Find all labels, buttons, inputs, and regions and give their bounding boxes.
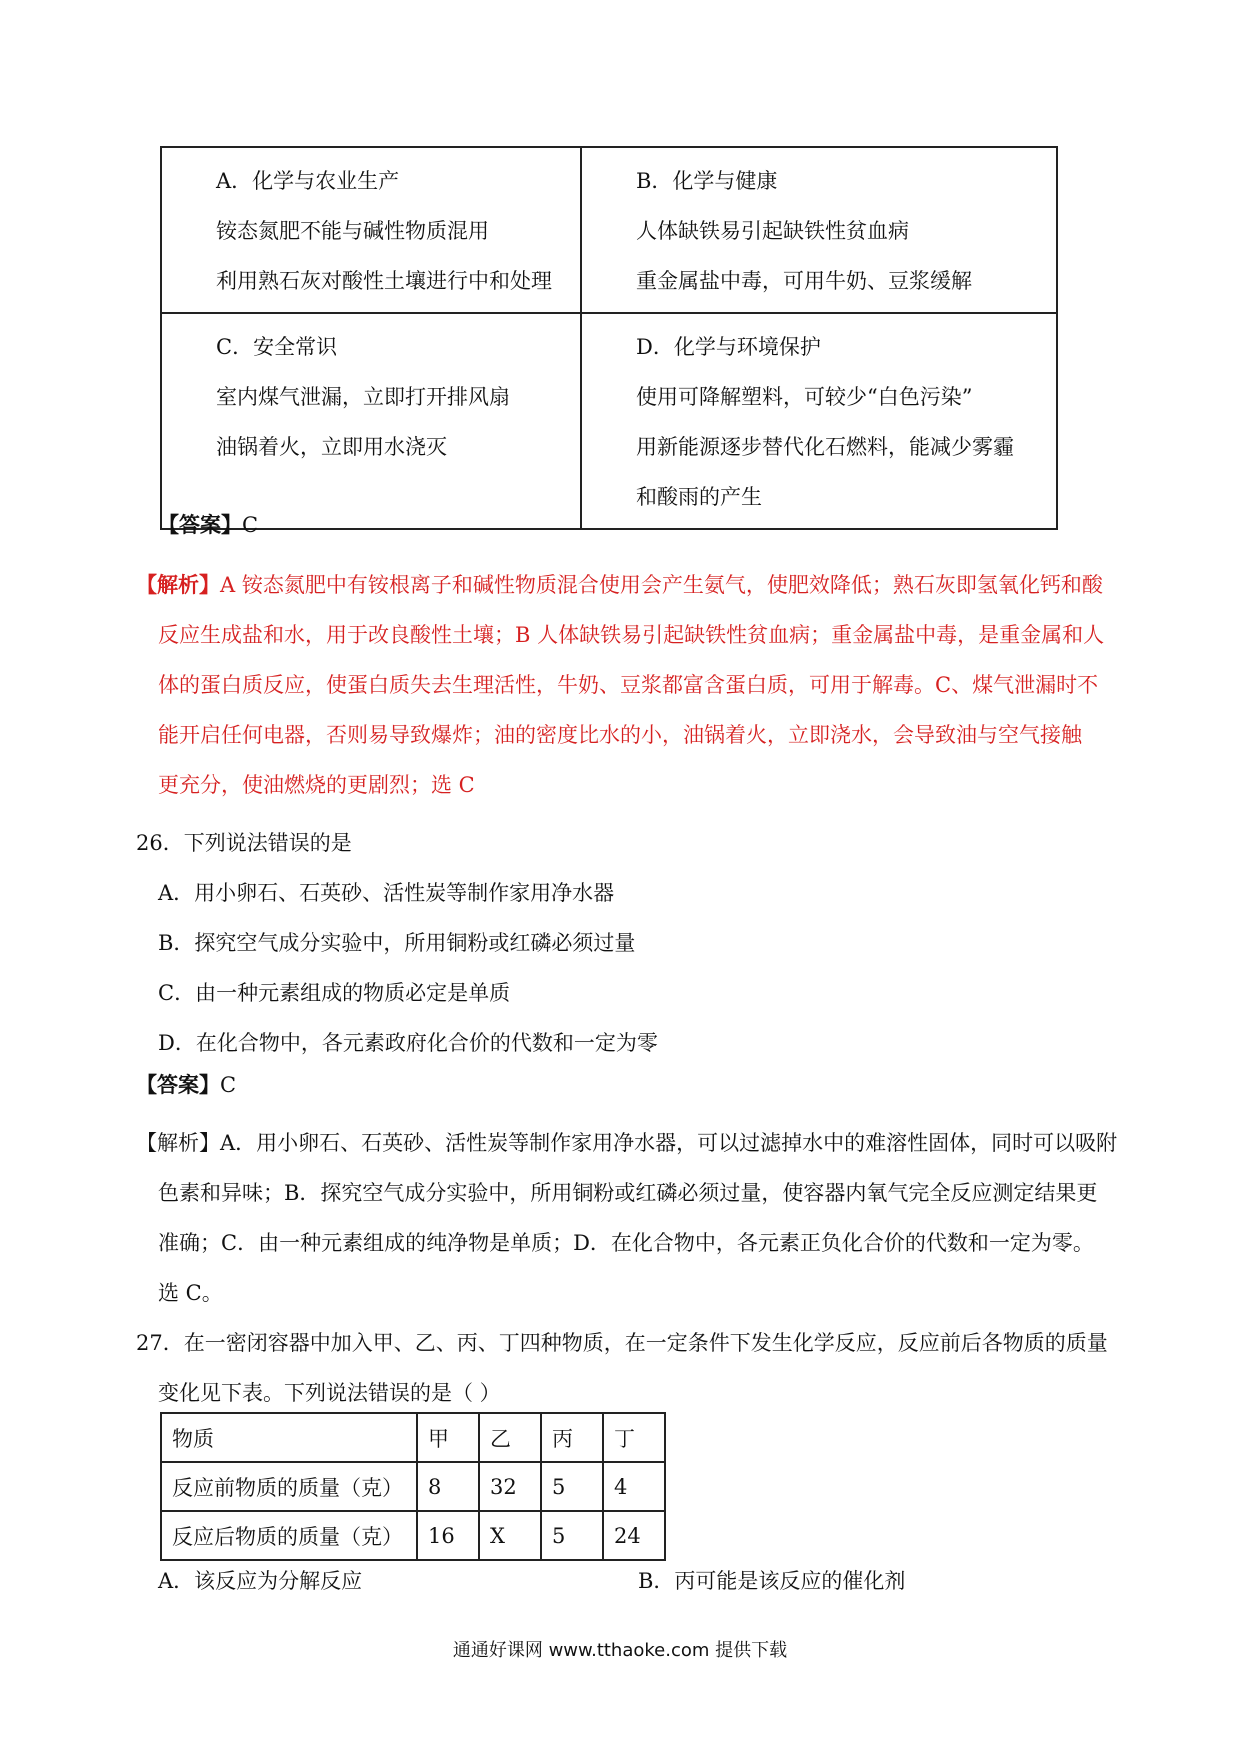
analysis-line2: 色素和异味；B．探究空气成分实验中，所用铜粉或红磷必须过量，使容器内氧气完全反应测定结果更 <box>158 1181 1098 1205</box>
q26-option-a: A．用小卵石、石英砂、活性炭等制作家用净水器 <box>158 881 615 905</box>
q25-answer <box>158 500 1118 550</box>
table-header-row <box>161 1413 665 1462</box>
option-c-title: C．安全常识 <box>216 335 338 359</box>
table-cell: 16 <box>417 1511 479 1560</box>
q26-option-b: B．探究空气成分实验中，所用铜粉或红磷必须过量 <box>158 931 636 955</box>
option-d-line1: 使用可降解塑料，可较少“白色污染” <box>636 385 973 409</box>
q27-option-b: B．丙可能是该反应的催化剂 <box>638 1569 906 1593</box>
analysis-line2: 反应生成盐和水，用于改良酸性土壤；B 人体缺铁易引起缺铁性贫血病；重金属盐中毒，是重金属和人 <box>158 623 1105 647</box>
analysis-line1: A．用小卵石、石英砂、活性炭等制作家用净水器，可以过滤掉水中的难溶性固体，同时可以吸附 <box>220 1131 1118 1155</box>
q26-answer <box>136 1060 1096 1110</box>
option-a-cell <box>161 147 581 313</box>
option-b-line1: 人体缺铁易引起缺铁性贫血病 <box>636 219 909 243</box>
option-b-cell <box>581 147 1057 313</box>
option-a-line2: 利用熟石灰对酸性土壤进行中和处理 <box>216 269 552 293</box>
answer-label: 【答案】 <box>136 1072 220 1097</box>
analysis-line4: 选 C。 <box>158 1281 223 1305</box>
option-c-line2: 油锅着火，立即用水浇灭 <box>216 435 447 459</box>
analysis-line4: 能开启任何电器，否则易导致爆炸；油的密度比水的小，油锅着火，立即浇水，会导致油与空气接触 <box>158 723 1082 747</box>
option-d-line3: 和酸雨的产生 <box>636 485 762 509</box>
q26 <box>136 818 1096 1068</box>
option-d-line2: 用新能源逐步替代化石燃料，能减少雾霾 <box>636 435 1014 459</box>
options-row <box>161 147 1057 313</box>
option-c-cell <box>161 313 581 529</box>
table-cell: X <box>479 1511 541 1560</box>
table-cell: 反应前物质的质量（克） <box>161 1462 417 1511</box>
q27-option-a: A．该反应为分解反应 <box>158 1569 363 1593</box>
option-c-line1: 室内煤气泄漏，立即打开排风扇 <box>216 385 510 409</box>
q27-stem-line1: 27．在一密闭容器中加入甲、乙、丙、丁四种物质，在一定条件下发生化学反应，反应前后各物质的质量 <box>136 1331 1108 1355</box>
table-header-cell: 物质 <box>161 1413 417 1462</box>
option-a-title: A．化学与农业生产 <box>216 169 400 193</box>
table-row <box>161 1511 665 1560</box>
q25-analysis <box>136 560 1126 810</box>
table-cell: 4 <box>603 1462 665 1511</box>
table-cell: 24 <box>603 1511 665 1560</box>
analysis-line3: 体的蛋白质反应，使蛋白质失去生理活性，牛奶、豆浆都富含蛋白质，可用于解毒。C、煤气泄漏时不 <box>158 673 1099 697</box>
analysis-label: 【解析】 <box>136 572 220 597</box>
analysis-line1: A 铵态氮肥中有铵根离子和碱性物质混合使用会产生氨气，使肥效降低；熟石灰即氢氧化钙和酸 <box>220 573 1103 597</box>
option-b-title: B．化学与健康 <box>636 169 778 193</box>
q26-stem: 26．下列说法错误的是 <box>136 831 352 855</box>
q26-option-c: C．由一种元素组成的物质必定是单质 <box>158 981 511 1005</box>
option-d-cell <box>581 313 1057 529</box>
table-header-cell: 丙 <box>541 1413 603 1462</box>
q26-analysis <box>136 1118 1126 1318</box>
answer-value: C <box>242 513 259 537</box>
table-cell: 反应后物质的质量（克） <box>161 1511 417 1560</box>
table-header-cell: 丁 <box>603 1413 665 1462</box>
page-footer: 通通好课网 www.tthaoke.com 提供下载 <box>452 1640 788 1661</box>
options-row <box>161 313 1057 529</box>
option-a-line1: 铵态氮肥不能与碱性物质混用 <box>216 219 489 243</box>
mass-data-table <box>160 1412 666 1561</box>
analysis-line3: 准确；C．由一种元素组成的纯净物是单质；D．在化合物中，各元素正负化合价的代数和一定为零。 <box>158 1231 1094 1255</box>
table-cell: 8 <box>417 1462 479 1511</box>
analysis-line5: 更充分，使油燃烧的更剧烈；选 C <box>158 773 475 797</box>
table-row <box>161 1462 665 1511</box>
analysis-label: 【解析】 <box>136 1131 220 1155</box>
q26-option-d: D．在化合物中，各元素政府化合价的代数和一定为零 <box>158 1031 658 1055</box>
option-d-title: D．化学与环境保护 <box>636 335 821 359</box>
option-b-line2: 重金属盐中毒，可用牛奶、豆浆缓解 <box>636 269 972 293</box>
table-cell: 32 <box>479 1462 541 1511</box>
q27 <box>136 1318 1126 1418</box>
table-header-cell: 甲 <box>417 1413 479 1462</box>
answer-label: 【答案】 <box>158 512 242 537</box>
q27-stem-line2: 变化见下表。下列说法错误的是（ ） <box>158 1381 501 1405</box>
table-cell: 5 <box>541 1462 603 1511</box>
table-cell: 5 <box>541 1511 603 1560</box>
answer-value: C <box>220 1073 237 1097</box>
table-header-cell: 乙 <box>479 1413 541 1462</box>
q25-options-table <box>160 146 1058 530</box>
